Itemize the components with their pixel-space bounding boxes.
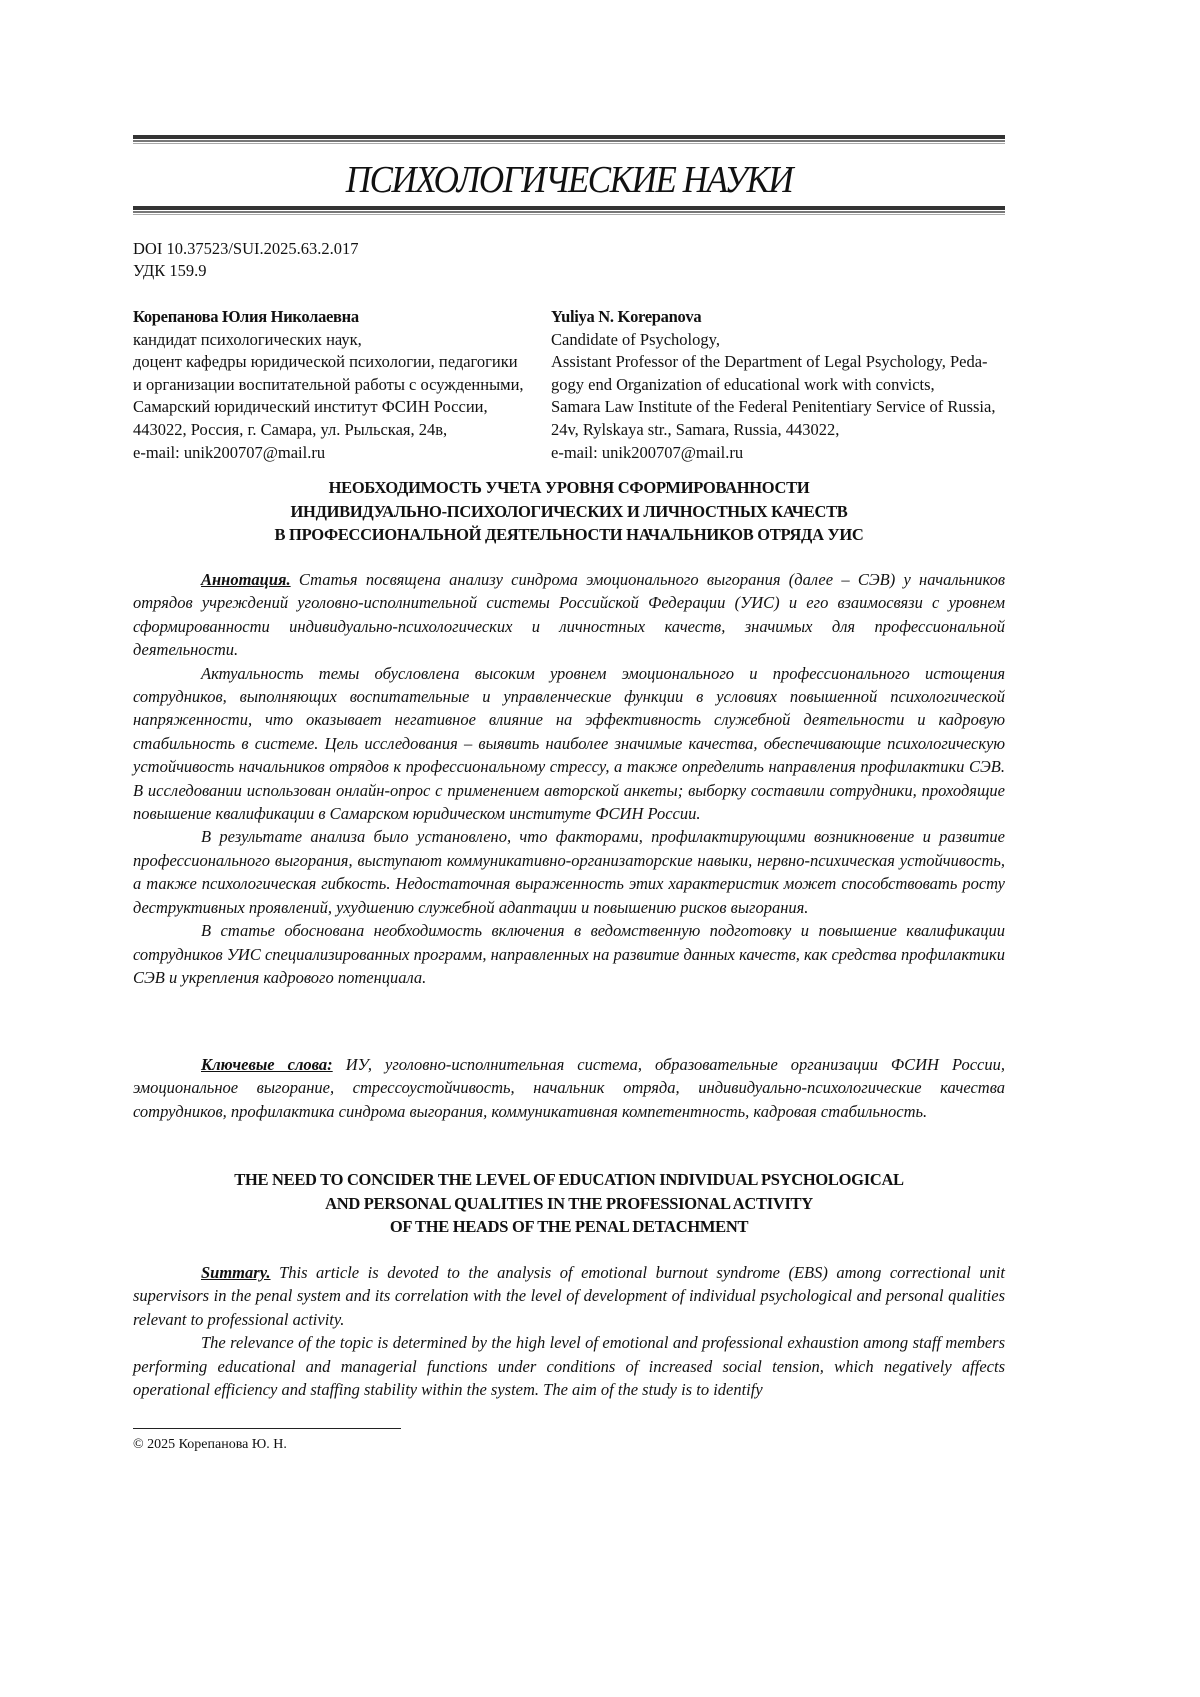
udk: УДК 159.9: [133, 261, 207, 280]
annotation-paragraph: Актуальность темы обусловлена высоким уровнем эмоционального и профессионального истощения сотрудников, выполняющих воспитательные и управленческие функции в условиях повышенной психологической напряженности, что оказывает негативное влияние на эффективность служебной деятельности и кадровую стабильность в системе. Цель исследования – выявить наиболее значимые качества, обеспечивающие психологическую устойчивость начальников отрядов к профессиональному стрессу, а также определить направления профилактики СЭВ. В исследовании использован онлайн-опрос с применением авторской анкеты; выборку составили сотрудники, проходящие повышение квалификации в Самарском юридическом институте ФСИН России.: [133, 663, 1005, 824]
author-ru: [133, 306, 524, 464]
summary-paragraph: This article is devoted to the analysis of emotional burnout syndrome (EBS) among correctional unit supervisors in the penal system and its correlation with the level of development of individual psychological and personal qualities relevant to professional activity.: [133, 1263, 1006, 1329]
title-line: OF THE HEADS OF THE PENAL DETACHMENT: [389, 1217, 749, 1236]
copyright: © 2025 Корепанова Ю. Н.: [133, 1437, 287, 1452]
annotation-paragraph: В статье обоснована необходимость включения в ведомственную подготовку и повышение квалификации сотрудников УИС специализированных программ, направленных на развитие данных качеств, как средства профилактики СЭВ и укрепления кадрового потенциала.: [133, 921, 1005, 987]
author-en: [551, 306, 995, 464]
author-line: 443022, Россия, г. Самара, ул. Рыльская, 24в,: [133, 419, 448, 439]
article-meta: [133, 238, 359, 282]
author-name-en: Yuliya N. Korepanova: [551, 307, 702, 326]
annotation: [133, 568, 1005, 989]
author-line: gogy end Organization of educational work with convicts,: [551, 374, 935, 394]
author-line: Samara Law Institute of the Federal Penitentiary Service of Russia,: [551, 397, 996, 417]
annotation-label: Аннотация.: [201, 570, 291, 589]
header-rule-bottom: [133, 206, 1005, 215]
article-title-en: [133, 1168, 1005, 1239]
author-name-ru: Корепанова Юлия Николаевна: [133, 307, 359, 326]
title-line: AND PERSONAL QUALITIES IN THE PROFESSIONAL ACTIVITY: [325, 1193, 813, 1213]
author-line: и организации воспитательной работы с осужденными,: [133, 374, 524, 394]
title-line: THE NEED TO CONCIDER THE LEVEL OF EDUCATION INDIVIDUAL PSYCHOLOGICAL: [234, 1170, 904, 1189]
title-line: НЕОБХОДИМОСТЬ УЧЕТА УРОВНЯ СФОРМИРОВАННОСТИ: [328, 478, 810, 497]
section-title: ПСИХОЛОГИЧЕСКИЕ НАУКИ: [345, 159, 793, 201]
author-line: кандидат психологических наук,: [133, 329, 362, 349]
keywords-text: ИУ, уголовно-исполнительная система, образовательные организации ФСИН России, эмоциональное выгорание, стрессоустойчивость, начальник отряда, индивидуально-психологические качества сотрудников, профилактика синдрома выгорания, коммуникативная компетентность, кадровая стабильность.: [133, 1055, 1005, 1121]
article-title-ru: [133, 476, 1005, 547]
footnote-rule: [133, 1428, 401, 1429]
keywords-label: Ключевые слова:: [201, 1055, 333, 1074]
annotation-paragraph: В результате анализа было установлено, что факторами, профилактирующими возникновение и развитие профессионального выгорания, выступают коммуникативно-организаторские навыки, нервно-психическая устойчивость, а также психологическая гибкость. Недостаточная выраженность этих характеристик может способствовать росту деструктивных проявлений, ухудшению служебной адаптации и повышению рисков выгорания.: [133, 827, 1005, 917]
summary-label: Summary.: [201, 1263, 271, 1282]
author-line: 24v, Rylskaya str., Samara, Russia, 443022,: [551, 419, 840, 439]
author-email: e-mail: unik200707@mail.ru: [133, 442, 326, 462]
title-line: ИНДИВИДУАЛЬНО-ПСИХОЛОГИЧЕСКИХ И ЛИЧНОСТНЫХ КАЧЕСТВ: [290, 501, 848, 521]
author-line: Assistant Professor of the Department of Legal Psychology, Peda-: [551, 352, 988, 372]
author-email: e-mail: unik200707@mail.ru: [551, 442, 744, 462]
doi: DOI 10.37523/SUI.2025.63.2.017: [133, 239, 359, 258]
author-line: Candidate of Psychology,: [551, 329, 720, 349]
author-line: доцент кафедры юридической психологии, педагогики: [133, 352, 518, 372]
header-rule-top: [133, 135, 1005, 144]
author-line: Самарский юридический институт ФСИН России,: [133, 397, 488, 417]
annotation-paragraph: Статья посвящена анализу синдрома эмоционального выгорания (далее – СЭВ) у начальников отрядов учреждений уголовно-исполнительной системы Российской Федерации (УИС) и его взаимосвязи с уровнем сформированности индивидуально-психологических и личностных качеств, значимых для профессиональной деятельности.: [133, 570, 1005, 660]
summary: [133, 1261, 1005, 1401]
summary-paragraph: The relevance of the topic is determined by the high level of emotional and professional exhaustion among staff members performing educational and managerial functions under conditions of increased social tension, which negatively affects operational efficiency and staffing stability within the system. The aim of the study is to identify: [133, 1333, 1005, 1400]
title-line: В ПРОФЕССИОНАЛЬНОЙ ДЕЯТЕЛЬНОСТИ НАЧАЛЬНИКОВ ОТРЯДА УИС: [274, 525, 864, 544]
keywords: [133, 1053, 1005, 1123]
